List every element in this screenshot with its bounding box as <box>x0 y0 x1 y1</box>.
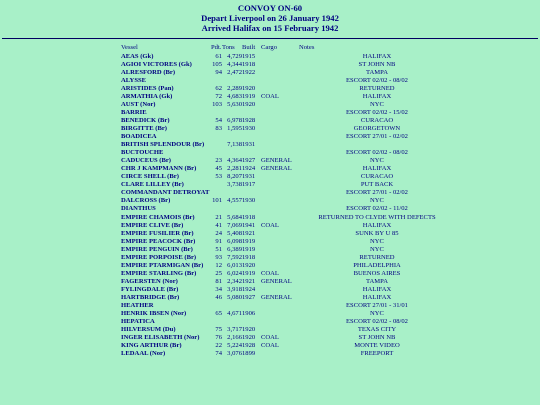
cell-notes: ESCORT 02/02 - 15/02 <box>346 108 408 116</box>
cell-cargo <box>261 318 299 326</box>
cell-notes: CURACAO <box>360 173 394 181</box>
cell-notes: NYC <box>370 197 384 205</box>
cell-cargo <box>261 181 299 189</box>
cell-tons: 5,224 <box>227 342 242 350</box>
cell-cargo <box>261 302 299 310</box>
table-row <box>121 270 455 278</box>
cell-pdt: 76 <box>215 334 222 342</box>
cell-cargo: COAL <box>261 342 279 350</box>
cell-tons: 3,717 <box>227 326 242 334</box>
cell-tons: 6,978 <box>227 116 242 124</box>
table-row <box>121 85 455 93</box>
cell-pdt: 74 <box>215 350 222 358</box>
cell-built: 1931 <box>242 173 256 181</box>
table-row <box>121 61 455 69</box>
cell-built: 1919 <box>242 245 256 253</box>
cell-notes: CURACAO <box>360 116 394 124</box>
cell-notes: TEXAS CITY <box>357 326 397 334</box>
table-row <box>121 189 455 197</box>
cell-notes: NYC <box>370 237 384 245</box>
cell-notes: HALIFAX <box>362 294 392 301</box>
cell-pdt: 83 <box>215 125 222 133</box>
cell-built: 1920 <box>242 261 256 269</box>
table-row <box>121 294 455 302</box>
cell-vessel: ARISTIDES (Pan) <box>121 84 174 92</box>
table-row <box>121 93 455 101</box>
cell-pdt: 103 <box>212 100 222 108</box>
cell-pdt: 101 <box>212 197 222 205</box>
cell-tons: 6,389 <box>227 245 242 253</box>
cell-notes: NYC <box>370 157 384 165</box>
cell-built: 1930 <box>242 125 256 133</box>
cell-vessel: BENEDICK (Br) <box>121 116 170 124</box>
cell-notes: ESCORT 27/01 - 02/02 <box>346 189 408 197</box>
cell-notes: MONTE VIDEO <box>354 342 400 350</box>
convoy-table <box>121 44 455 358</box>
cell-built: 1918 <box>242 213 256 221</box>
cell-notes: ESCORT 02/02 - 08/02 <box>346 318 408 326</box>
cell-built: 1921 <box>242 229 256 237</box>
cell-tons: 4,729 <box>227 52 242 60</box>
cell-built <box>242 189 261 197</box>
table-row <box>121 286 455 294</box>
cell-pdt: 93 <box>215 253 222 261</box>
table-row <box>121 278 455 286</box>
cell-cargo <box>261 149 299 157</box>
cell-cargo: GENERAL <box>261 157 292 165</box>
table-row <box>121 101 455 109</box>
cell-built <box>242 302 261 310</box>
table-row <box>121 238 455 246</box>
cell-pdt: 23 <box>215 157 222 165</box>
cell-notes: RETURNED TO CLYDE WITH DEFECTS <box>318 213 436 221</box>
table-row <box>121 181 455 189</box>
cell-cargo <box>261 69 299 77</box>
table-row <box>121 157 455 165</box>
cell-vessel: EMPIRE PORPOISE (Br) <box>121 253 197 261</box>
cell-built <box>242 109 261 117</box>
cell-pdt: 91 <box>215 237 222 245</box>
cell-cargo <box>261 205 299 213</box>
cell-vessel: AEAS (Gk) <box>121 52 154 60</box>
cell-tons: 5,630 <box>227 100 242 108</box>
cell-built: 1928 <box>242 342 256 350</box>
table-row <box>121 222 455 230</box>
cell-pdt <box>211 133 222 141</box>
cell-pdt <box>211 318 222 326</box>
cell-cargo: COAL <box>261 269 279 277</box>
cell-vessel: CHR J KAMPMANN (Br) <box>121 165 197 173</box>
column-header-cargo: Cargo <box>261 44 277 51</box>
cell-cargo: GENERAL <box>261 294 292 301</box>
cell-built: 1920 <box>242 100 256 108</box>
cell-vessel: HEATHER <box>121 302 154 310</box>
table-row <box>121 326 455 334</box>
cell-cargo <box>261 189 299 197</box>
cell-cargo: COAL <box>261 92 279 100</box>
cell-notes: NYC <box>370 100 384 108</box>
table-row <box>121 302 455 310</box>
cell-tons: 1,595 <box>227 125 242 133</box>
cell-cargo <box>261 117 299 125</box>
cell-cargo <box>261 246 299 254</box>
cell-pdt: 75 <box>215 326 222 334</box>
cell-built: 1924 <box>242 285 256 293</box>
cell-tons <box>222 318 242 326</box>
cell-notes: ESCORT 27/01 - 31/01 <box>346 302 408 310</box>
table-row <box>121 141 455 149</box>
cell-cargo: COAL <box>261 221 279 229</box>
cell-built: 1920 <box>242 84 256 92</box>
cell-vessel: DIANTHUS <box>121 205 156 213</box>
cell-notes: RETURNED <box>359 84 395 92</box>
cell-vessel: EMPIRE PTARMIGAN (Br) <box>121 261 204 269</box>
cell-notes: HALIFAX <box>362 221 392 229</box>
cell-notes: ESCORT 02/02 - 08/02 <box>346 76 408 84</box>
table-row <box>121 230 455 238</box>
cell-vessel: DALCROSS (Br) <box>121 197 171 205</box>
cell-built: 1941 <box>242 221 256 229</box>
cell-pdt: 45 <box>215 165 222 173</box>
cell-cargo <box>261 310 299 318</box>
cell-notes: BUENOS AIRES <box>353 269 401 277</box>
cell-notes: HALIFAX <box>362 165 392 173</box>
header-divider <box>2 38 538 39</box>
cell-tons: 6,013 <box>227 261 242 269</box>
cell-vessel: EMPIRE STARLING (Br) <box>121 269 197 277</box>
cell-vessel: BUCTOUCHE <box>121 149 164 157</box>
table-row <box>121 165 455 173</box>
cell-vessel: BRITISH SPLENDOUR (Br) <box>121 141 205 149</box>
cell-vessel: CLARE LILLEY (Br) <box>121 181 184 189</box>
table-row <box>121 262 455 270</box>
cell-tons: 5,408 <box>227 229 242 237</box>
table-row <box>121 77 455 85</box>
table-body <box>121 53 455 359</box>
table-row <box>121 310 455 318</box>
cell-notes: HALIFAX <box>362 52 392 60</box>
cell-cargo <box>261 77 299 85</box>
table-row <box>121 133 455 141</box>
cell-tons: 3,918 <box>227 285 242 293</box>
cell-cargo <box>261 109 299 117</box>
cell-tons: 2,342 <box>227 277 242 285</box>
cell-vessel: FYLINGDALE (Br) <box>121 285 179 293</box>
cell-vessel: HEPATICA <box>121 318 155 326</box>
cell-tons <box>222 205 242 213</box>
table-row <box>121 334 455 342</box>
cell-cargo <box>261 350 299 358</box>
cell-notes: ESCORT 02/02 - 11/02 <box>346 205 408 213</box>
cell-tons: 6,098 <box>227 237 242 245</box>
cell-notes: PUT BACK <box>360 181 394 189</box>
cell-cargo <box>261 141 299 149</box>
cell-pdt: 62 <box>215 84 222 92</box>
cell-vessel: ARMATHIA (Gk) <box>121 92 173 100</box>
cell-cargo <box>261 53 299 61</box>
cell-built: 1918 <box>242 253 256 261</box>
cell-pdt: 22 <box>215 342 222 350</box>
depart-line: Depart Liverpool on 26 January 1942 <box>201 13 339 23</box>
cell-vessel: EMPIRE PENGUIN (Br) <box>121 245 193 253</box>
cell-built: 1919 <box>242 269 256 277</box>
cell-tons: 7,069 <box>227 221 242 229</box>
cell-vessel: CADUCEUS (Br) <box>121 157 172 165</box>
cell-vessel: COMMANDANT DETROYAT <box>121 189 210 197</box>
table-row <box>121 117 455 125</box>
cell-pdt <box>211 77 222 85</box>
cell-cargo <box>261 101 299 109</box>
column-header-vessel: Vessel <box>121 44 138 51</box>
cell-vessel: BOADICEA <box>121 133 157 141</box>
cell-tons: 4,557 <box>227 197 242 205</box>
cell-notes: NYC <box>370 245 384 253</box>
cell-tons: 4,364 <box>227 157 242 165</box>
cell-vessel: AUST (Nor) <box>121 100 156 108</box>
table-row <box>121 109 455 117</box>
cell-built <box>242 318 261 326</box>
cell-built: 1919 <box>242 92 256 100</box>
cell-pdt: 72 <box>215 92 222 100</box>
cell-tons <box>222 109 242 117</box>
cell-pdt: 65 <box>215 310 222 318</box>
cell-built: 1915 <box>242 52 256 60</box>
cell-notes: SUNK BY U 85 <box>355 229 399 237</box>
cell-built: 1906 <box>242 310 256 318</box>
convoy-title: CONVOY ON-60 <box>237 3 303 13</box>
cell-notes: ST JOHN NB <box>358 60 396 68</box>
cell-vessel: HENRIK IBSEN (Nor) <box>121 310 187 318</box>
cell-cargo <box>261 61 299 69</box>
cell-notes: GEORGETOWN <box>353 125 401 133</box>
cell-pdt: 21 <box>215 213 222 221</box>
table-row <box>121 173 455 181</box>
cell-cargo <box>261 214 299 222</box>
cell-pdt: 51 <box>215 245 222 253</box>
cell-pdt <box>211 189 222 197</box>
cell-tons: 4,344 <box>227 60 242 68</box>
cell-cargo <box>261 326 299 334</box>
cell-vessel: AGIOI VICTORES (Gk) <box>121 60 192 68</box>
cell-cargo <box>261 286 299 294</box>
cell-built: 1920 <box>242 334 256 342</box>
cell-vessel: KING ARTHUR (Br) <box>121 342 182 350</box>
cell-vessel: BIRGITTE (Br) <box>121 125 167 133</box>
cell-vessel: EMPIRE PEACOCK (Br) <box>121 237 196 245</box>
cell-cargo <box>261 262 299 270</box>
cell-pdt <box>211 205 222 213</box>
cell-tons <box>222 302 242 310</box>
page-header <box>0 0 540 33</box>
cell-notes: HALIFAX <box>362 285 392 293</box>
cell-cargo <box>261 230 299 238</box>
cell-tons: 4,671 <box>227 310 242 318</box>
cell-tons: 2,166 <box>227 334 242 342</box>
column-header-built: Built <box>242 44 256 51</box>
cell-vessel: LEDAAL (Nor) <box>121 350 166 358</box>
cell-pdt <box>211 181 222 189</box>
cell-tons <box>222 77 242 85</box>
cell-pdt: 53 <box>215 173 222 181</box>
cell-pdt: 12 <box>215 261 222 269</box>
cell-vessel: EMPIRE CHAMOIS (Br) <box>121 213 195 221</box>
table-row <box>121 318 455 326</box>
cell-built: 1924 <box>242 165 256 173</box>
cell-tons <box>222 149 242 157</box>
cell-cargo <box>261 133 299 141</box>
table-row <box>121 246 455 254</box>
arrive-line: Arrived Halifax on 15 February 1942 <box>201 23 339 33</box>
cell-notes: PHILADELPHIA <box>353 261 401 269</box>
cell-cargo <box>261 85 299 93</box>
cell-cargo: GENERAL <box>261 277 292 285</box>
cell-vessel: CIRCE SHELL (Br) <box>121 173 179 181</box>
cell-pdt: 105 <box>212 60 222 68</box>
cell-built <box>242 205 261 213</box>
table-row <box>121 149 455 157</box>
cell-built: 1922 <box>242 68 256 76</box>
cell-pdt: 24 <box>215 229 222 237</box>
cell-notes <box>299 141 455 149</box>
table-row <box>121 53 455 61</box>
cell-pdt: 34 <box>215 285 222 293</box>
cell-vessel: FAGERSTEN (Nor) <box>121 277 178 285</box>
cell-tons: 2,289 <box>227 84 242 92</box>
cell-notes: TAMPA <box>366 68 388 76</box>
cell-cargo <box>261 254 299 262</box>
cell-built: 1918 <box>242 60 256 68</box>
cell-pdt: 46 <box>215 294 222 301</box>
cell-notes: TAMPA <box>366 277 388 285</box>
cell-built: 1927 <box>242 294 256 301</box>
cell-built: 1899 <box>242 350 256 358</box>
cell-tons: 5,684 <box>227 213 242 221</box>
cell-built <box>242 77 261 85</box>
table-row <box>121 214 455 222</box>
cell-built <box>242 149 261 157</box>
cell-tons: 4,683 <box>227 92 242 100</box>
cell-vessel: BARRIE <box>121 108 147 116</box>
cell-vessel: ALRESFORD (Br) <box>121 68 176 76</box>
table-row <box>121 69 455 77</box>
cell-cargo: GENERAL <box>261 165 292 173</box>
cell-built: 1930 <box>242 197 256 205</box>
table-row <box>121 197 455 205</box>
cell-vessel: INGER ELISABETH (Nor) <box>121 334 200 342</box>
cell-vessel: HARTBRIDGE (Br) <box>121 294 180 301</box>
cell-tons <box>222 189 242 197</box>
cell-pdt: 54 <box>215 116 222 124</box>
cell-cargo <box>261 197 299 205</box>
cell-vessel: EMPIRE FUSILIER (Br) <box>121 229 194 237</box>
table-row <box>121 342 455 350</box>
cell-pdt: 61 <box>215 52 222 60</box>
cell-cargo <box>261 125 299 133</box>
cell-notes: NYC <box>370 310 384 318</box>
table-row <box>121 125 455 133</box>
cell-tons: 5,080 <box>227 294 242 301</box>
cell-tons: 2,281 <box>227 165 242 173</box>
cell-pdt <box>211 149 222 157</box>
cell-built: 1928 <box>242 116 256 124</box>
cell-built: 1917 <box>242 181 256 189</box>
cell-pdt <box>211 141 222 149</box>
cell-tons: 7,138 <box>227 141 242 149</box>
cell-pdt <box>211 109 222 117</box>
cell-tons: 3,076 <box>227 350 242 358</box>
column-header-pdt: Pdt. <box>211 44 222 51</box>
table-header-row <box>121 44 455 53</box>
cell-built: 1927 <box>242 157 256 165</box>
table-row <box>121 350 455 358</box>
cell-notes: HALIFAX <box>362 92 392 100</box>
column-header-notes: Notes <box>299 44 315 51</box>
cell-tons <box>222 133 242 141</box>
cell-tons: 8,207 <box>227 173 242 181</box>
cell-built: 1920 <box>242 326 256 334</box>
table-row <box>121 205 455 213</box>
cell-vessel: ALYSSE <box>121 76 147 84</box>
cell-tons: 3,738 <box>227 181 242 189</box>
cell-vessel: HILVERSUM (Du) <box>121 326 176 334</box>
cell-pdt: 81 <box>215 277 222 285</box>
cell-tons: 2,472 <box>227 68 242 76</box>
cell-built: 1931 <box>242 141 256 149</box>
cell-cargo <box>261 238 299 246</box>
table-row <box>121 254 455 262</box>
cell-notes: ESCORT 02/02 - 08/02 <box>346 149 408 157</box>
cell-cargo: COAL <box>261 334 279 342</box>
cell-tons: 7,592 <box>227 253 242 261</box>
cell-notes: ST JOHN NB <box>358 334 396 342</box>
cell-tons: 6,024 <box>227 269 242 277</box>
cell-pdt: 94 <box>215 68 222 76</box>
cell-pdt: 25 <box>215 269 222 277</box>
cell-notes: ESCORT 27/01 - 02/02 <box>346 133 408 141</box>
column-header-tons: Tons <box>222 44 235 51</box>
cell-vessel: EMPIRE CLIVE (Br) <box>121 221 184 229</box>
cell-built <box>242 133 261 141</box>
cell-built: 1921 <box>242 277 256 285</box>
cell-notes: RETURNED <box>359 253 395 261</box>
cell-notes: FREEPORT <box>360 350 394 358</box>
cell-cargo <box>261 173 299 181</box>
cell-built: 1919 <box>242 237 256 245</box>
cell-pdt <box>211 302 222 310</box>
cell-pdt: 41 <box>215 221 222 229</box>
